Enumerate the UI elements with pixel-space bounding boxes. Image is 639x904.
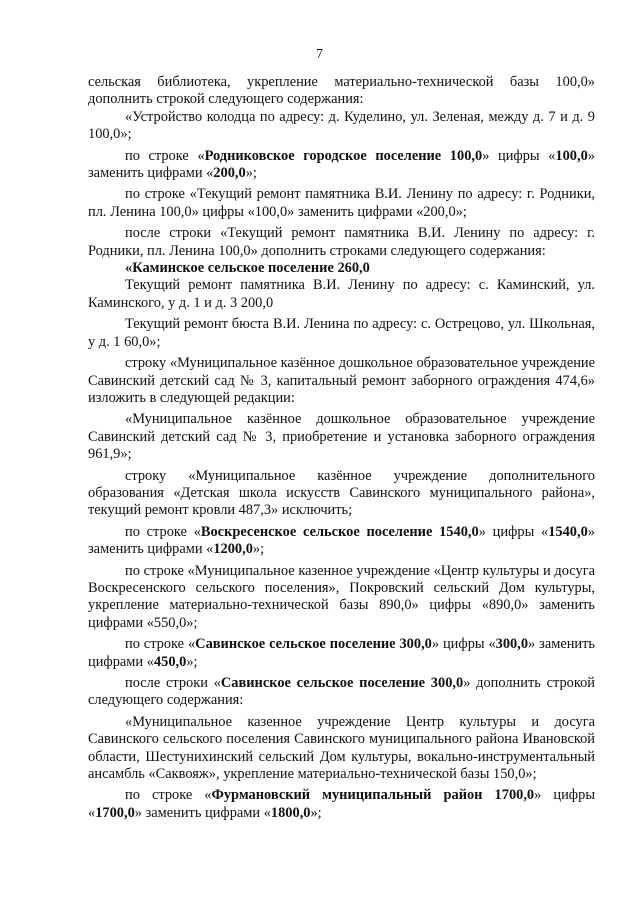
text-run: Текущий ремонт бюста В.И. Ленина по адресу: с. Острецово, ул. Школьная, у д. 1 60,0»; xyxy=(88,316,595,350)
bold-text: 300,0 xyxy=(495,636,529,653)
document-body xyxy=(88,74,595,822)
text-run: после строки «Текущий ремонт памятника В.И. Ленину по адресу: г. Родники, пл. Ленина 100,0» дополнить строками следующего содержания: xyxy=(88,225,595,259)
paragraph xyxy=(88,74,595,109)
text-run: по строке « xyxy=(125,787,212,804)
text-run: сельская библиотека, укрепление материально-технической базы 100,0» дополнить строкой следующего содержания: xyxy=(88,74,595,108)
text-run: «Муниципальное казённое дошкольное образовательное учреждение Савинский детский сад № 3, приобретение и установка заборного ограждения 961,9»; xyxy=(88,411,595,463)
paragraph xyxy=(88,225,595,260)
text-run: » заменить цифрами « xyxy=(134,804,271,821)
text-run: » цифры « xyxy=(482,147,556,164)
text-run: »; xyxy=(310,804,322,821)
text-run: «Устройство колодца по адресу: д. Куделино, ул. Зеленая, между д. 7 и д. 9 100,0»; xyxy=(88,108,595,143)
text-run: Текущий ремонт памятника В.И. Ленину по адресу: с. Каминский, ул. Каминского, у д. 1 и д. 3 200,0 xyxy=(88,277,595,311)
text-run: » дополнить строкой следующего содержания: xyxy=(88,675,595,709)
paragraph xyxy=(88,411,595,463)
bold-text: 100,0 xyxy=(555,147,588,164)
bold-text: 1540,0 xyxy=(548,523,588,540)
paragraph xyxy=(88,524,595,559)
bold-text: 1200,0 xyxy=(213,541,253,558)
bold-text: 1800,0 xyxy=(270,804,311,821)
text-run: по строке « xyxy=(125,523,201,540)
bold-text: Савинское сельское поселение 300,0 xyxy=(220,675,464,691)
text-run: строку «Муниципальное казённое учреждение дополнительного образования «Детская школа искусств Савинского муниципального района», текущий ремонт кровли 487,3» исключить; xyxy=(88,467,595,519)
text-run: после строки « xyxy=(125,675,221,691)
text-run: »; xyxy=(186,653,198,670)
text-run: » цифры « xyxy=(431,636,496,653)
text-run: »; xyxy=(245,165,257,182)
text-run: » заменить цифрами « xyxy=(88,147,595,182)
paragraph xyxy=(88,675,595,710)
paragraph xyxy=(88,355,595,407)
paragraph xyxy=(88,186,595,221)
text-run: по строке « xyxy=(125,147,205,164)
bold-text: 200,0 xyxy=(213,165,246,182)
paragraph xyxy=(88,277,595,312)
text-run: «Муниципальное казенное учреждение Центр культуры и досуга Савинского сельского поселения Савинского муниципального района Ивановской области, Шестунихинский сельский Дом культуры, вокально-инструментальный ансамбль «Саквояж», укрепление материально-технической базы 150,0»; xyxy=(88,713,595,783)
paragraph xyxy=(88,260,595,277)
bold-text: Савинское сельское поселение 300,0 xyxy=(195,636,432,653)
paragraph xyxy=(88,787,595,822)
text-run: по строке « xyxy=(125,636,196,653)
paragraph xyxy=(88,636,595,671)
paragraph xyxy=(88,109,595,144)
bold-text: Воскресенское сельское поселение 1540,0 xyxy=(200,523,479,540)
text-run: по строке «Муниципальное казенное учреждение «Центр культуры и досуга Воскресенского сельского поселения», Покровский сельский Дом культуры, укрепление материально-технической базы 890,0» цифры «890,0» заменить цифрами «550,0»; xyxy=(88,562,595,631)
text-run: » заменить цифрами « xyxy=(88,636,595,670)
paragraph xyxy=(88,468,595,520)
text-run: »; xyxy=(252,541,265,558)
bold-text: 450,0 xyxy=(153,653,187,670)
bold-text: Родниковское городское поселение 100,0 xyxy=(204,147,483,164)
page-number: 7 xyxy=(316,47,323,62)
text-run: » заменить цифрами « xyxy=(88,523,595,558)
text-run: по строке «Текущий ремонт памятника В.И. Ленину по адресу: г. Родники, пл. Ленина 100,0» цифры «100,0» заменить цифрами «200,0»; xyxy=(88,186,595,220)
paragraph xyxy=(88,148,595,183)
text-run: » цифры « xyxy=(88,787,595,821)
bold-text: Фурмановский муниципальный район 1700,0 xyxy=(211,787,535,804)
text-run: » цифры « xyxy=(478,523,549,540)
text-run: строку «Муниципальное казённое дошкольное образовательное учреждение Савинский детский сад № 3, капитальный ремонт заборного ограждения 474,6» изложить в следующей редакции: xyxy=(88,355,595,406)
paragraph xyxy=(88,714,595,784)
bold-text: 1700,0 xyxy=(95,804,135,821)
paragraph xyxy=(88,563,595,633)
bold-text: «Каминское сельское поселение 260,0 xyxy=(125,260,370,277)
paragraph xyxy=(88,316,595,351)
